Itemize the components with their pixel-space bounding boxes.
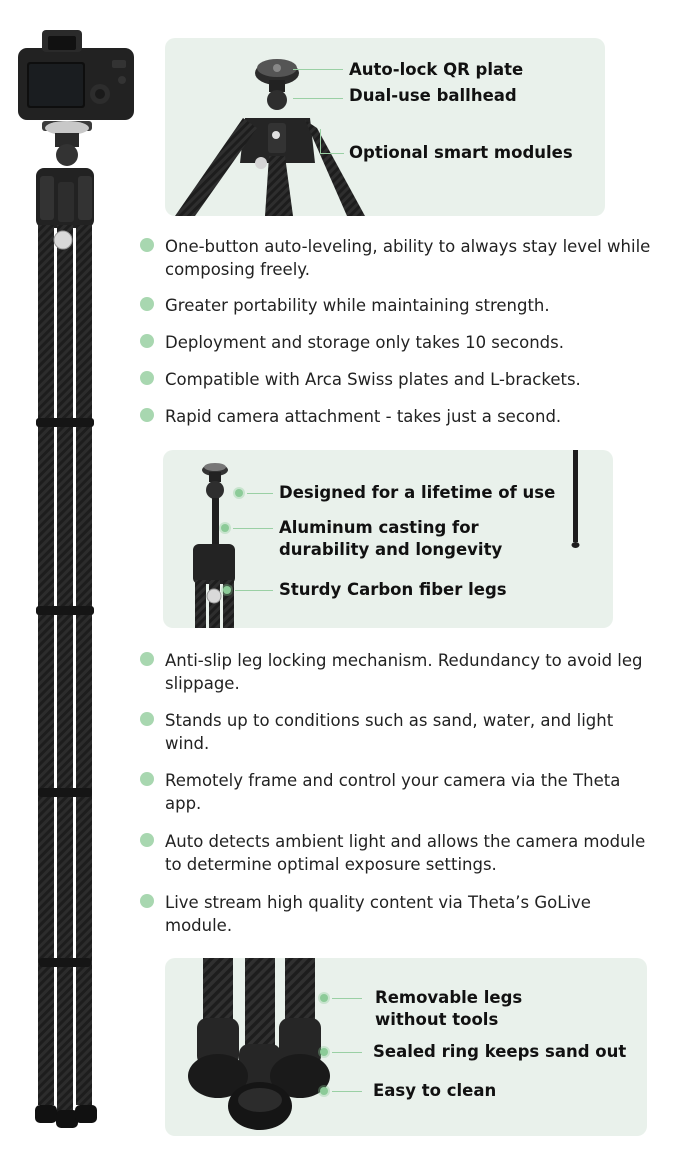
leader-line: [332, 1091, 362, 1092]
callout-easy-to-clean: Easy to clean: [373, 1081, 497, 1100]
callout-auto-lock-qr-plate: Auto-lock QR plate: [349, 60, 524, 79]
feature-text: Compatible with Arca Swiss plates and L-brackets.: [165, 370, 581, 389]
monopod-closeup-image: [163, 450, 273, 628]
bullet-dot-icon: [140, 408, 154, 422]
bullet-dot-icon: [140, 238, 154, 252]
leader-line: [233, 528, 273, 529]
callout-marker-icon: [320, 994, 328, 1002]
feature-item: [140, 650, 660, 695]
feature-item: [140, 710, 660, 755]
leader-line: [320, 129, 321, 153]
leader-line: [235, 590, 273, 591]
callout-marker-icon: [320, 1087, 328, 1095]
bullet-dot-icon: [140, 297, 154, 311]
bullet-dot-icon: [140, 712, 154, 726]
bullet-dot-icon: [140, 772, 154, 786]
leader-line: [293, 69, 343, 70]
callout-removable-legs: Removable legs without tools: [375, 988, 523, 1029]
feature-text: Remotely frame and control your camera via the Theta app.: [165, 771, 621, 813]
callout-sealed-ring: Sealed ring keeps sand out: [373, 1042, 627, 1061]
bullet-dot-icon: [140, 652, 154, 666]
monopod-pole-image: [565, 450, 585, 560]
callout-aluminum-casting: Aluminum casting for durability and longevity: [279, 518, 503, 559]
callout-dual-use-ballhead: Dual-use ballhead: [349, 86, 517, 105]
tripod-feet-closeup-image: [185, 958, 345, 1136]
bullet-dot-icon: [140, 894, 154, 908]
ballhead-detail-panel: [165, 38, 605, 216]
ballhead-closeup-image: [165, 38, 365, 216]
feature-item: [140, 236, 660, 281]
feature-text: Live stream high quality content via Theta’s GoLive module.: [165, 893, 591, 935]
leader-line: [293, 98, 343, 99]
feature-text: Deployment and storage only takes 10 seconds.: [165, 333, 564, 352]
callout-marker-icon: [235, 489, 243, 497]
callout-designed-for-lifetime: Designed for a lifetime of use: [279, 483, 556, 502]
callout-marker-icon: [223, 586, 231, 594]
bullet-dot-icon: [140, 833, 154, 847]
callout-carbon-fiber-legs: Sturdy Carbon fiber legs: [279, 580, 507, 599]
tripod-with-camera-image: [0, 0, 160, 1174]
feature-item: [140, 892, 660, 937]
feature-text: Auto detects ambient light and allows the camera module to determine optimal exposure settings.: [165, 832, 646, 874]
callout-marker-icon: [221, 524, 229, 532]
feature-item: [140, 295, 660, 318]
callout-marker-icon: [320, 1048, 328, 1056]
feature-text: One-button auto-leveling, ability to always stay level while composing freely.: [165, 237, 651, 279]
bullet-dot-icon: [140, 334, 154, 348]
feet-detail-panel: [165, 958, 647, 1136]
leader-line: [332, 998, 362, 999]
leader-line: [247, 493, 273, 494]
feature-text: Rapid camera attachment - takes just a second.: [165, 407, 562, 426]
feature-text: Stands up to conditions such as sand, water, and light wind.: [165, 711, 614, 753]
monopod-detail-panel: [163, 450, 613, 628]
feature-text: Greater portability while maintaining strength.: [165, 296, 550, 315]
bullet-dot-icon: [140, 371, 154, 385]
feature-item: [140, 369, 660, 392]
callout-optional-smart-modules: Optional smart modules: [349, 143, 573, 162]
leader-line: [332, 1052, 362, 1053]
leader-line: [320, 153, 344, 154]
feature-item: [140, 831, 660, 876]
feature-item: [140, 770, 660, 815]
feature-item: [140, 332, 660, 355]
feature-item: [140, 406, 660, 429]
feature-text: Anti-slip leg locking mechanism. Redundancy to avoid leg slippage.: [165, 651, 643, 693]
